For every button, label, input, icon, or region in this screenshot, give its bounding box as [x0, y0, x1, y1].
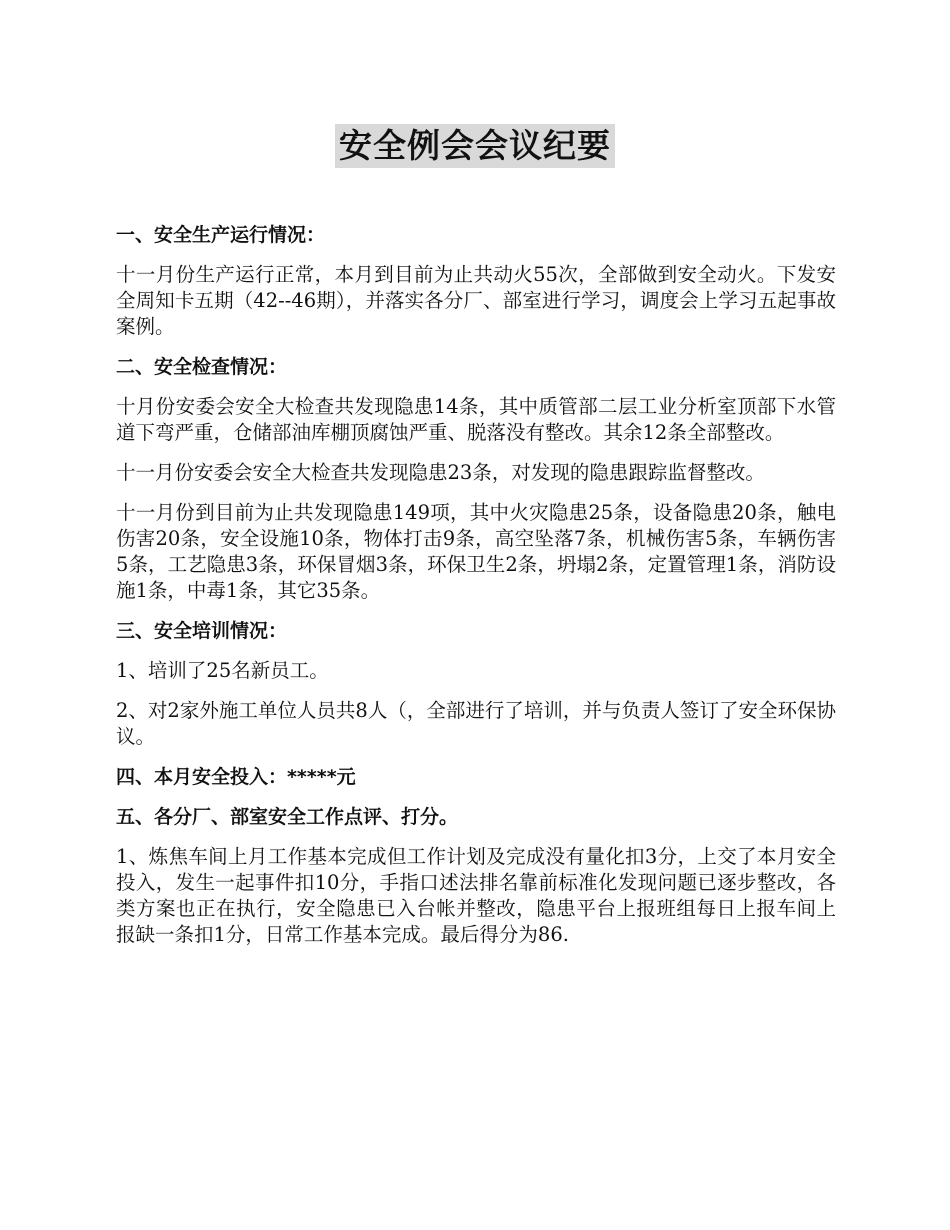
- paragraph: 1、炼焦车间上月工作基本完成但工作计划及完成没有量化扣3分，上交了本月安全投入，发生一起事件扣10分，手指口述法排名靠前标准化发现问题已逐步整改，各类方案也正在执行，安全隐患已入台帐并整改，隐患平台上报班组每日上报车间上报缺一条扣1分，日常工作基本完成。最后得分为86.: [116, 845, 836, 946]
- section-production: [116, 222, 836, 340]
- section-inspection: [116, 354, 836, 604]
- paragraph: 十一月份到目前为止共发现隐患149项，其中火灾隐患25条，设备隐患20条，触电伤害20条，安全设施10条，物体打击9条，高空坠落7条，机械伤害5条，车辆伤害5条，工艺隐患3条，环保冒烟3条，环保卫生2条，坍塌2条，定置管理1条，消防设施1条，中毒1条，其它35条。: [116, 501, 836, 602]
- section-heading: 一、安全生产运行情况：: [116, 224, 326, 246]
- section-heading: 四、本月安全投入：*****元: [116, 766, 356, 788]
- section-investment: [116, 764, 836, 790]
- paragraph: 十一月份安委会安全大检查共发现隐患23条，对发现的隐患跟踪监督整改。: [116, 461, 765, 484]
- document-body: [116, 222, 836, 962]
- section-training: [116, 618, 836, 750]
- paragraph: 1、培训了25名新员工。: [116, 659, 329, 682]
- page-title: 安全例会会议纪要: [335, 124, 615, 168]
- section-heading: 二、安全检查情况：: [116, 356, 288, 378]
- paragraph: 十一月份生产运行正常，本月到目前为止共动火55次，全部做到安全动火。下发安全周知卡五期（42--46期），并落实各分厂、部室进行学习，调度会上学习五起事故案例。: [116, 263, 836, 338]
- section-heading: 三、安全培训情况：: [116, 620, 288, 642]
- paragraph: 十月份安委会安全大检查共发现隐患14条，其中质管部二层工业分析室顶部下水管道下弯严重，仓储部油库棚顶腐蚀严重、脱落没有整改。其余12条全部整改。: [116, 395, 836, 444]
- paragraph: 2、对2家外施工单位人员共8人（，全部进行了培训，并与负责人签订了安全环保协议。: [116, 699, 836, 748]
- section-evaluation: [116, 804, 836, 948]
- title-wrap: [0, 124, 950, 168]
- section-heading: 五、各分厂、部室安全工作点评、打分。: [116, 806, 459, 828]
